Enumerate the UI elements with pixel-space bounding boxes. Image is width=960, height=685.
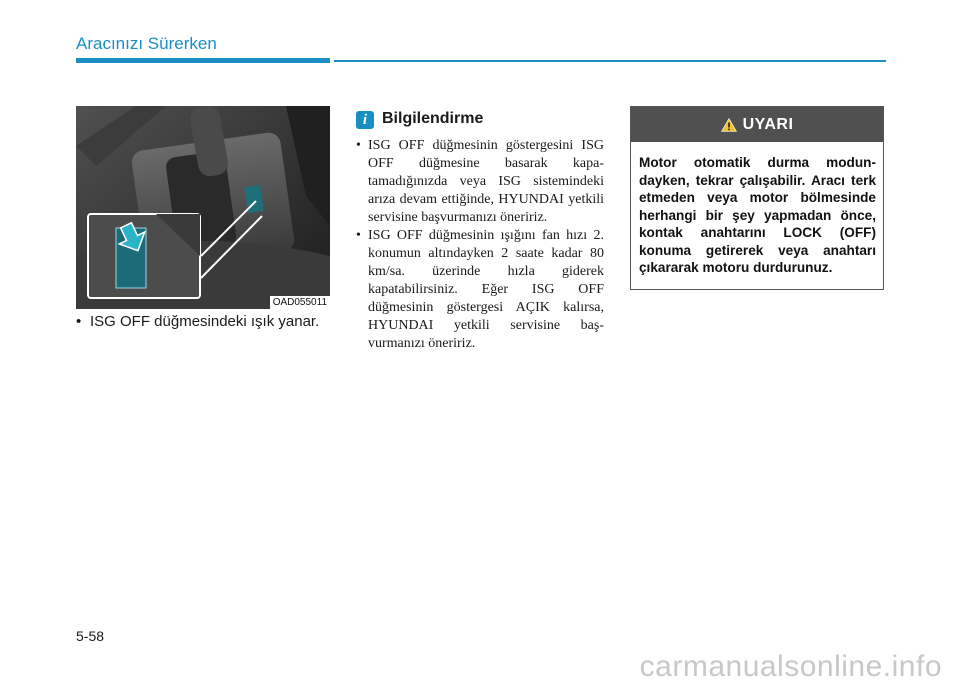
photo-code: OAD055011: [270, 296, 330, 309]
section-title: Aracınızı Sürerken: [76, 34, 217, 53]
warning-triangle-icon: [721, 118, 737, 132]
info-title: Bilgilendirme: [382, 110, 484, 127]
info-item: • ISG OFF düğmesinin ışığını fan hızı 2. konumun altındayken 2 saate kadar 80 km/sa. üzerinde hızla giderek kapatabilirsiniz. Eğer ISG OFF düğmesinin göstergesi AÇIK kalırsa, HYUNDAI yetkili servisine başvurmanızı öneririz.: [356, 227, 604, 353]
page-number: 5-58: [76, 628, 105, 644]
info-item: • ISG OFF düğmesinin göstergesini ISG OFF düğmesine basarak kapatamadığınızda veya ISG sistemindeki arıza devam ettiğinde, HYUNDAI yetkili servisine başvurmanızı öneririz.: [356, 137, 604, 227]
left-bullet-text: ISG OFF düğmesindeki ışık yanar.: [90, 313, 320, 330]
header-rule-thin: [334, 60, 886, 62]
header-rule-thick: [76, 58, 330, 63]
isg-off-button-photo: [76, 106, 330, 309]
warning-body: Motor otomatik durma modundayken, tekrar çalışabilir. Aracı terk etmeden veya motor bölmesinde herhangi bir şey yapmadan önce, kontak anahtarını LOCK (OFF) konuma getirerek veya anahtarı çıkararak motoru durdurunuz.: [639, 155, 876, 275]
watermark: carmanualsonline.info: [639, 650, 942, 683]
info-list: [356, 137, 604, 353]
warning-box: [630, 106, 884, 290]
info-icon: i: [356, 111, 374, 129]
bullet-dot: •: [76, 313, 82, 330]
warning-title: UYARI: [742, 115, 794, 133]
warning-header: [631, 107, 883, 142]
left-bullet: [76, 313, 336, 331]
